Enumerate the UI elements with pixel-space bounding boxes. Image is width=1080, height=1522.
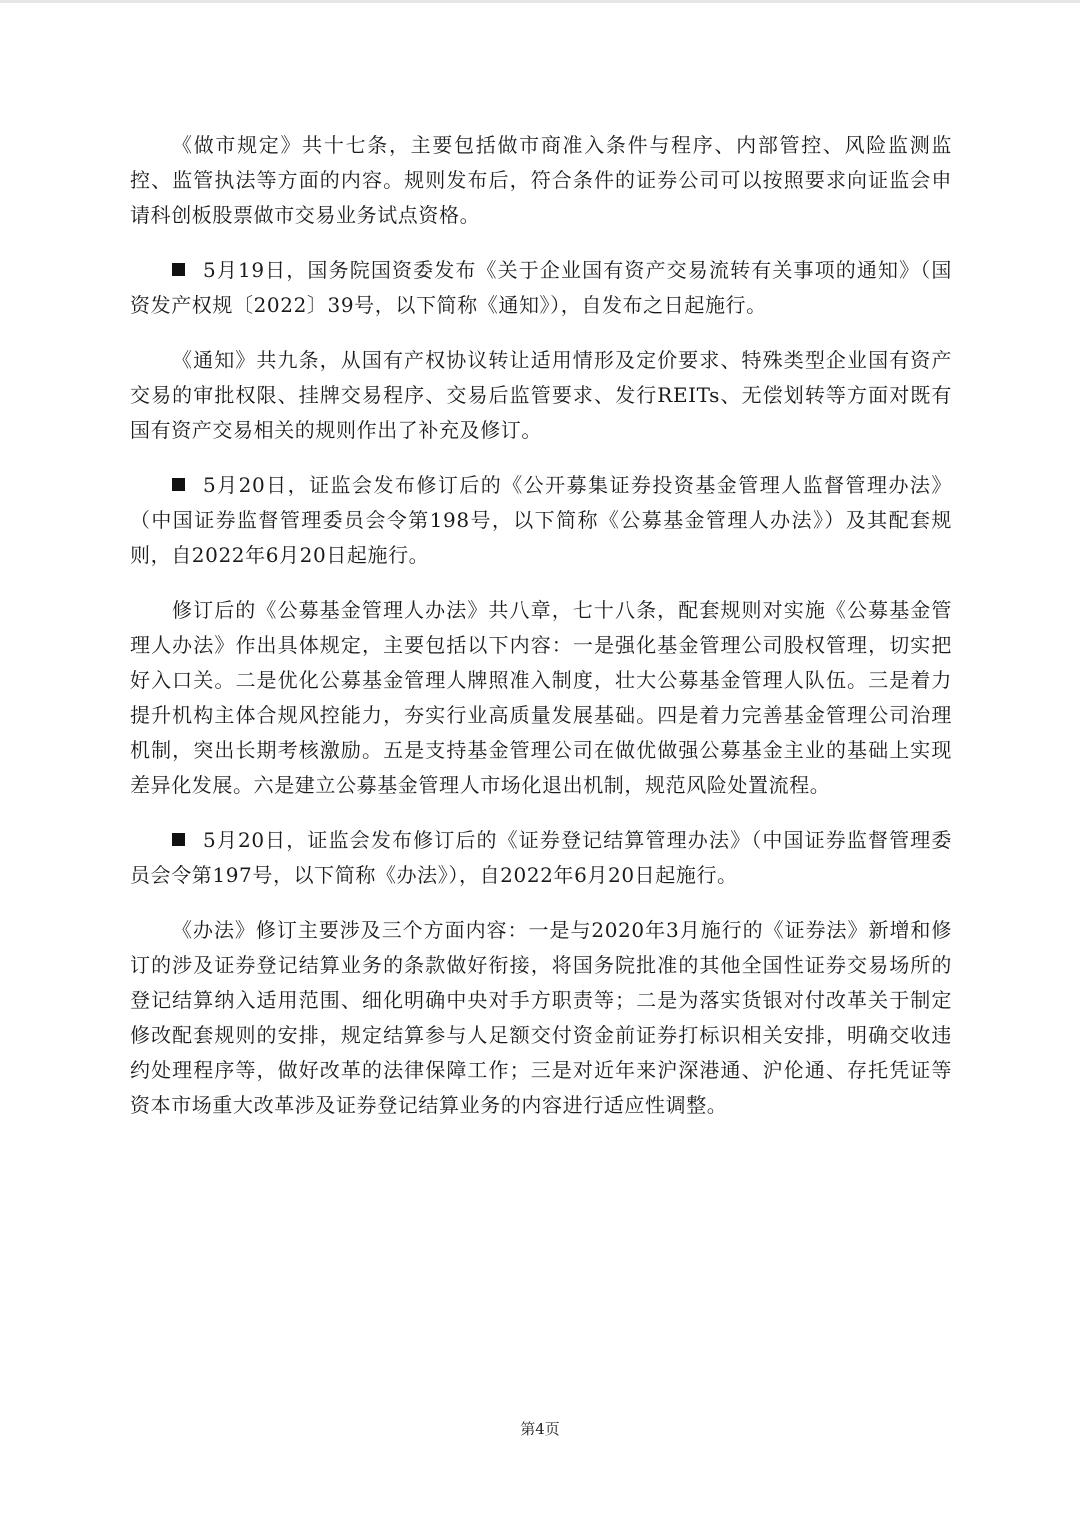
bullet-paragraph-fund-manager-measures (130, 468, 952, 573)
top-border-line (0, 0, 1080, 3)
square-bullet-icon (172, 263, 185, 276)
paragraph-text: 《做市规定》共十七条，主要包括做市商准入条件与程序、内部管控、风险监测监控、监管执法等方面的内容。规则发布后，符合条件的证券公司可以按照要求向证监会申请科创板股票做市交易业务试点资格。 (130, 133, 952, 227)
square-bullet-icon (172, 478, 185, 491)
paragraph-settlement-details (130, 913, 952, 1123)
paragraph-notice-details (130, 343, 952, 448)
paragraph-text: 《通知》共九条，从国有产权协议转让适用情形及定价要求、特殊类型企业国有资产交易的审批权限、挂牌交易程序、交易后监管要求、发行REITs、无偿划转等方面对既有国有资产交易相关的规则作出了补充及修订。 (130, 348, 952, 442)
paragraph-text: 5月19日，国务院国资委发布《关于企业国有资产交易流转有关事项的通知》（国资发产权规〔2022〕39号，以下简称《通知》），自发布之日起施行。 (130, 258, 952, 317)
square-bullet-icon (172, 833, 185, 846)
document-body (130, 128, 952, 1143)
paragraph-text: 修订后的《公募基金管理人办法》共八章，七十八条，配套规则对实施《公募基金管理人办法》作出具体规定，主要包括以下内容：一是强化基金管理公司股权管理，切实把好入口关。二是优化公募基金管理人牌照准入制度，壮大公募基金管理人队伍。三是着力提升机构主体合规风控能力，夯实行业高质量发展基础。四是着力完善基金管理公司治理机制，突出长期考核激励。五是支持基金管理公司在做优做强公募基金主业的基础上实现差异化发展。六是建立公募基金管理人市场化退出机制，规范风险处置流程。 (130, 598, 952, 797)
paragraph-market-making-rules (130, 128, 952, 233)
paragraph-fund-manager-details (130, 593, 952, 803)
paragraph-text: 5月20日，证监会发布修订后的《公开募集证券投资基金管理人监督管理办法》（中国证券监督管理委员会令第198号，以下简称《公募基金管理人办法》）及其配套规则，自2022年6月20日起施行。 (130, 473, 952, 567)
bullet-paragraph-sasac-notice (130, 253, 952, 323)
page-number: 第4页 (520, 1420, 560, 1438)
paragraph-text: 《办法》修订主要涉及三个方面内容：一是与2020年3月施行的《证券法》新增和修订的涉及证券登记结算业务的条款做好衔接，将国务院批准的其他全国性证券交易场所的登记结算纳入适用范围、细化明确中央对手方职责等；二是为落实货银对付改革关于制定修改配套规则的安排，规定结算参与人足额交付资金前证券打标识相关安排，明确交收违约处理程序等，做好改革的法律保障工作；三是对近年来沪深港通、沪伦通、存托凭证等资本市场重大改革涉及证券登记结算业务的内容进行适应性调整。 (130, 918, 952, 1117)
paragraph-text: 5月20日，证监会发布修订后的《证券登记结算管理办法》（中国证券监督管理委员会令第197号，以下简称《办法》），自2022年6月20日起施行。 (130, 828, 952, 887)
bullet-paragraph-settlement-measures (130, 823, 952, 893)
